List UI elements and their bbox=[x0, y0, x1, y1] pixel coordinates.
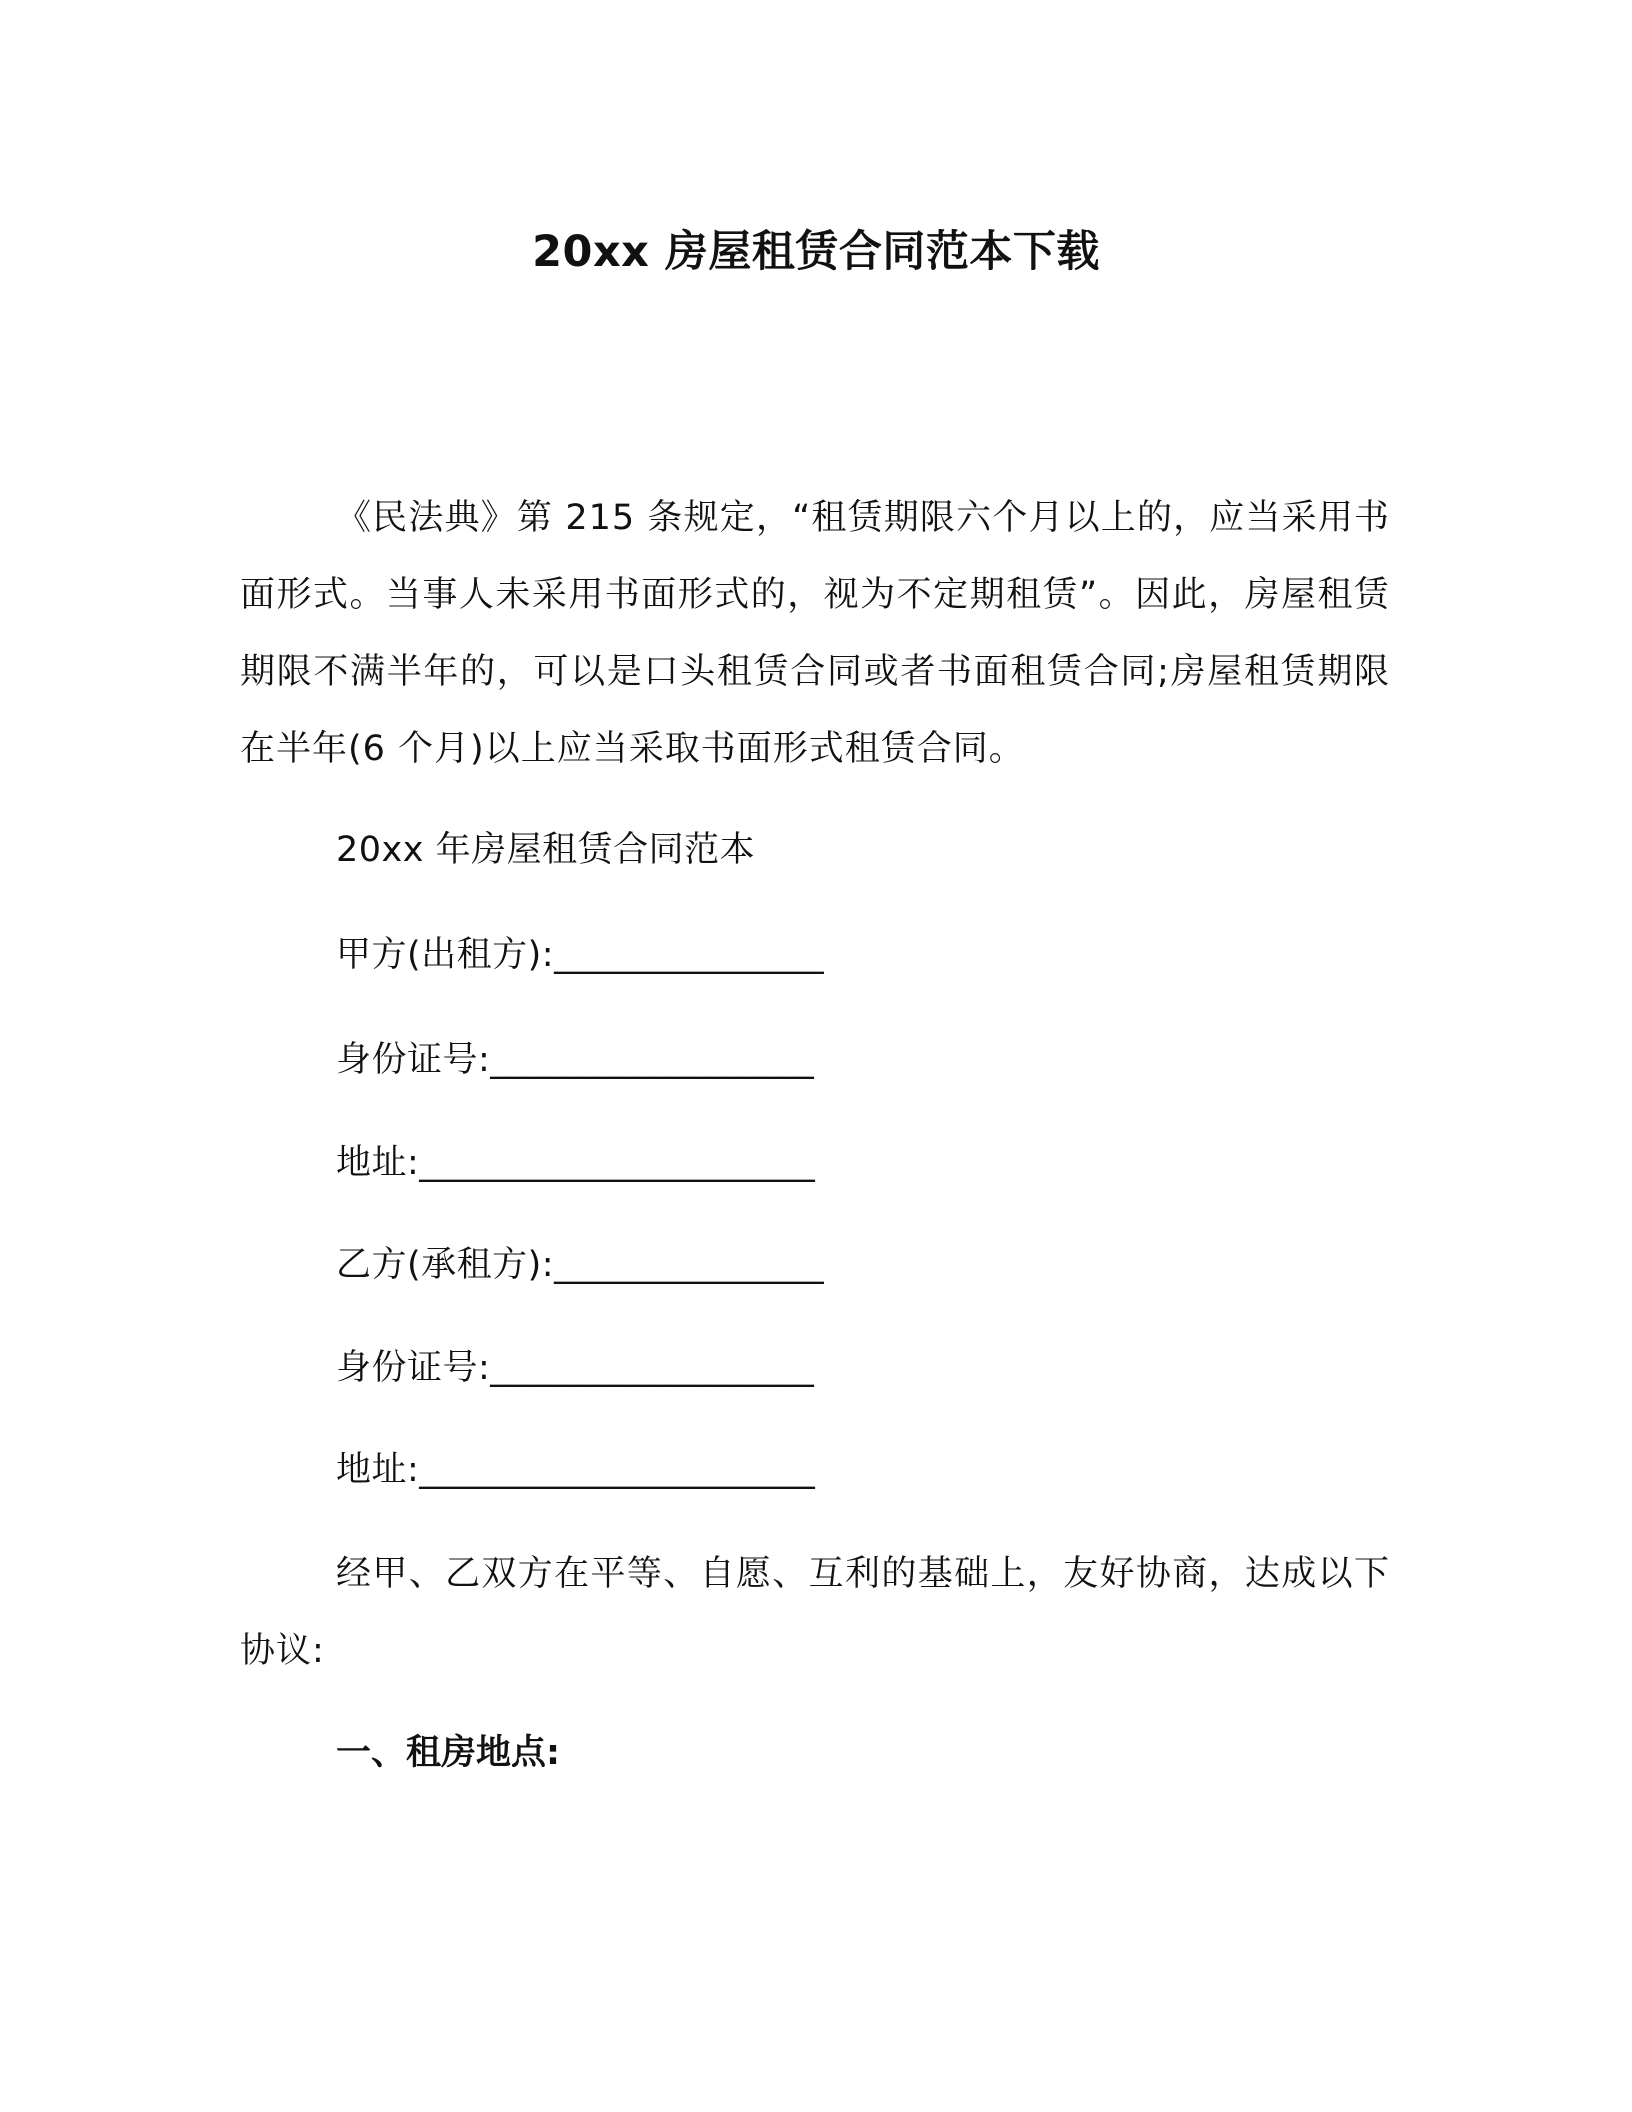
party-a-field: 甲方(出租方):_______________ bbox=[336, 935, 825, 975]
intro-paragraph: 《民法典》第 215 条规定，“租赁期限六个月以上的，应当采用书面形式。当事人未采用书面形式的，视为不定期租赁”。因此，房屋租赁期限不满半年的，可以是口头租赁合同或者书面租赁合同;房屋租赁期限在半年(6 个月)以上应当采取书面形式租赁合同。 bbox=[240, 498, 1390, 769]
document-title: 20xx 房屋租赁合同范本下载 bbox=[532, 227, 1100, 277]
party-b-field: 乙方(承租方):_______________ bbox=[336, 1245, 825, 1285]
party-a-id-field: 身份证号:__________________ bbox=[336, 1040, 815, 1080]
party-b-address-field: 地址:______________________ bbox=[336, 1450, 816, 1490]
party-b-id-field: 身份证号:__________________ bbox=[336, 1348, 815, 1388]
contract-subtitle: 20xx 年房屋租赁合同范本 bbox=[336, 830, 756, 870]
agreement-paragraph: 经甲、乙双方在平等、自愿、互利的基础上，友好协商，达成以下协议: bbox=[240, 1554, 1390, 1671]
section-heading-1: 一、租房地点: bbox=[336, 1733, 560, 1773]
party-a-address-field: 地址:______________________ bbox=[336, 1143, 816, 1183]
